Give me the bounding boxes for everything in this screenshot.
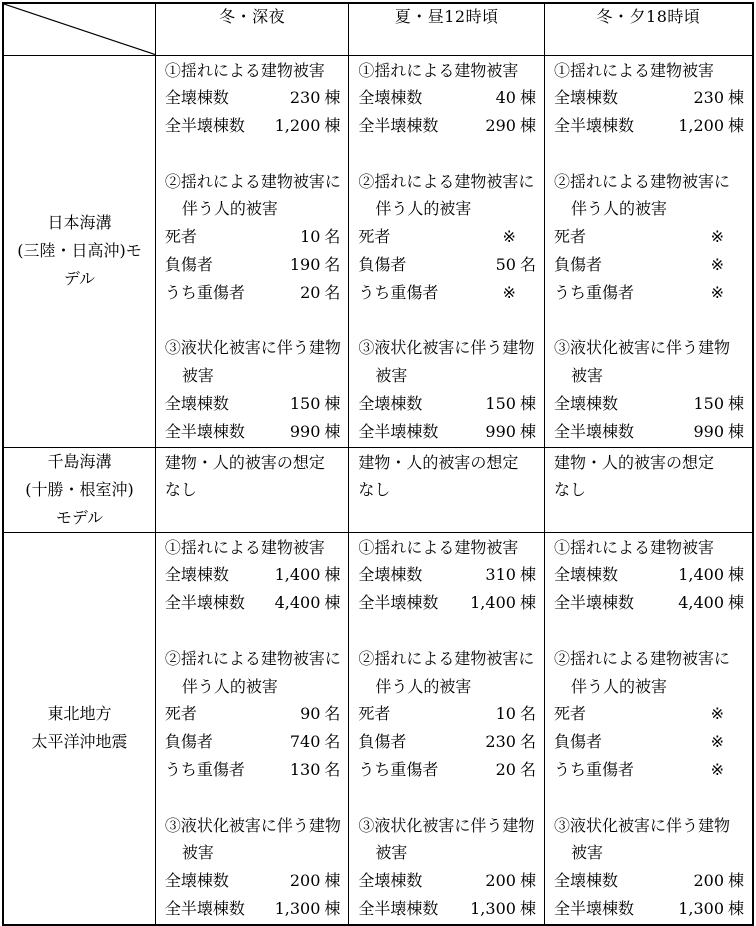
damage-unit: 棟 <box>519 421 536 441</box>
damage-label: 全壊棟数 <box>164 394 229 414</box>
damage-line <box>349 561 544 589</box>
damage-line <box>349 700 544 728</box>
damage-value: ※ <box>502 227 516 247</box>
damage-label: 死者 <box>164 227 197 247</box>
damage-value: 10 <box>300 227 321 247</box>
damage-label: うち重傷者 <box>553 760 634 780</box>
damage-unit: 棟 <box>519 116 536 136</box>
damage-line <box>156 223 349 251</box>
damage-line <box>349 839 544 867</box>
damage-value: 310 <box>485 565 516 585</box>
scenario-cell <box>349 532 545 925</box>
damage-label: 建物・人的被害の想定 <box>164 452 325 472</box>
damage-label: 被害 <box>570 843 603 863</box>
damage-line <box>349 812 544 840</box>
damage-line <box>349 168 544 196</box>
damage-label: 全壊棟数 <box>358 871 423 891</box>
damage-line <box>156 251 349 279</box>
damage-line <box>156 867 349 895</box>
model-label-line: デル <box>63 269 96 289</box>
damage-label: 全壊棟数 <box>553 88 618 108</box>
damage-line <box>156 57 349 85</box>
damage-label: ③液状化被害に伴う建物 <box>358 815 535 835</box>
damage-label: 死者 <box>358 704 391 724</box>
damage-line <box>545 195 752 223</box>
damage-unit: 棟 <box>324 116 341 136</box>
damage-label: 被害 <box>375 843 408 863</box>
blank-line <box>156 784 349 812</box>
damage-label: なし <box>553 480 586 500</box>
damage-unit: 名 <box>519 732 536 752</box>
damage-line <box>349 534 544 562</box>
damage-value: 200 <box>289 871 321 891</box>
blank-line <box>156 617 349 645</box>
damage-value: 200 <box>485 871 516 891</box>
damage-line <box>545 589 752 617</box>
damage-line <box>545 561 752 589</box>
damage-value: 990 <box>485 421 516 441</box>
damage-label: ③液状化被害に伴う建物 <box>164 338 341 358</box>
damage-unit: 名 <box>519 255 536 275</box>
blank-line <box>349 307 544 335</box>
damage-line <box>545 362 752 390</box>
table-row-model-1 <box>3 447 753 532</box>
damage-label: 負傷者 <box>358 732 407 752</box>
damage-label: ②揺れによる建物被害に <box>553 648 730 668</box>
damage-line <box>156 418 349 446</box>
table-row-model-0 <box>3 55 753 447</box>
scenario-cell <box>155 55 349 447</box>
damage-value: ※ <box>710 255 724 275</box>
damage-line <box>156 756 349 784</box>
damage-line <box>545 334 752 362</box>
damage-label: 全壊棟数 <box>553 565 618 585</box>
damage-unit: 棟 <box>728 899 745 919</box>
damage-line <box>545 728 752 756</box>
damage-label: 全半壊棟数 <box>164 899 245 919</box>
damage-line <box>156 449 349 477</box>
damage-unit: 棟 <box>728 116 745 136</box>
damage-value: 1,200 <box>274 116 321 136</box>
damage-value: 150 <box>485 394 516 414</box>
damage-label: 全半壊棟数 <box>553 899 634 919</box>
damage-label: ①揺れによる建物被害 <box>553 537 714 557</box>
damage-value: 20 <box>495 760 516 780</box>
damage-label: 負傷者 <box>553 255 602 275</box>
damage-line <box>349 476 544 504</box>
damage-line <box>545 112 752 140</box>
damage-label: 全半壊棟数 <box>358 593 439 613</box>
damage-value: 150 <box>693 394 724 414</box>
earthquake-damage-table <box>2 2 754 926</box>
damage-label: 全壊棟数 <box>164 871 229 891</box>
damage-value: 1,400 <box>678 565 724 585</box>
damage-line <box>156 84 349 112</box>
damage-line <box>156 390 349 418</box>
damage-label: 被害 <box>181 366 214 386</box>
damage-value: 190 <box>289 255 321 275</box>
damage-line <box>349 645 544 673</box>
model-label-line: (十勝・根室沖) <box>25 479 134 499</box>
scenario-cell <box>349 55 545 447</box>
damage-line <box>156 812 349 840</box>
damage-unit: 名 <box>324 282 341 302</box>
damage-unit: 棟 <box>324 88 341 108</box>
scenario-cell <box>155 447 349 532</box>
damage-unit: 名 <box>324 732 341 752</box>
damage-unit: 棟 <box>519 565 536 585</box>
damage-label: 全壊棟数 <box>164 88 229 108</box>
damage-label: ②揺れによる建物被害に <box>164 171 341 191</box>
model-label-line: (三陸・日高沖)モ <box>17 241 142 261</box>
damage-label: ①揺れによる建物被害 <box>164 60 325 80</box>
damage-line <box>545 279 752 307</box>
damage-line <box>156 362 349 390</box>
damage-label: ②揺れによる建物被害に <box>358 171 535 191</box>
damage-unit: 棟 <box>519 394 536 414</box>
blank-line <box>545 617 752 645</box>
damage-label: 死者 <box>164 704 197 724</box>
diagonal-line <box>4 4 155 55</box>
damage-label: 死者 <box>358 227 391 247</box>
damage-line <box>545 57 752 85</box>
damage-label: 建物・人的被害の想定 <box>553 452 714 472</box>
damage-unit: 棟 <box>728 565 745 585</box>
blank-line <box>545 140 752 168</box>
scenario-cell <box>544 447 753 532</box>
damage-label: ③液状化被害に伴う建物 <box>553 338 730 358</box>
damage-label: なし <box>358 480 391 500</box>
header-col-winter-evening: 冬・夕18時頃 <box>544 3 753 55</box>
damage-unit: 名 <box>324 255 341 275</box>
damage-unit: 棟 <box>519 88 536 108</box>
damage-label: 全半壊棟数 <box>553 116 634 136</box>
damage-label: なし <box>164 480 197 500</box>
damage-label: 全半壊棟数 <box>553 421 634 441</box>
damage-line <box>156 561 349 589</box>
damage-line <box>156 589 349 617</box>
damage-label: 負傷者 <box>164 255 213 275</box>
damage-label: ②揺れによる建物被害に <box>358 648 535 668</box>
model-label-line: 太平洋沖地震 <box>31 732 128 752</box>
damage-unit: 棟 <box>324 565 341 585</box>
damage-line <box>349 418 544 446</box>
damage-label: 死者 <box>553 704 586 724</box>
damage-value: 1,300 <box>274 899 321 919</box>
damage-line <box>545 223 752 251</box>
model-label-line: 東北地方 <box>47 704 112 724</box>
damage-line <box>156 168 349 196</box>
damage-value: 990 <box>693 421 724 441</box>
damage-line <box>156 839 349 867</box>
damage-value: 290 <box>485 116 516 136</box>
damage-value: 20 <box>300 282 321 302</box>
damage-line <box>349 223 544 251</box>
damage-label: 全半壊棟数 <box>164 421 245 441</box>
scenario-cell <box>349 447 545 532</box>
damage-value: 10 <box>495 704 516 724</box>
damage-value: 130 <box>289 760 321 780</box>
damage-label: ③液状化被害に伴う建物 <box>358 338 535 358</box>
damage-label: 全半壊棟数 <box>358 899 439 919</box>
header-col-winter-midnight: 冬・深夜 <box>155 3 349 55</box>
scenario-cell <box>155 532 349 925</box>
damage-label: 全壊棟数 <box>358 565 423 585</box>
damage-line <box>156 700 349 728</box>
damage-line <box>545 449 752 477</box>
damage-label: 伴う人的被害 <box>570 676 667 696</box>
damage-unit: 名 <box>519 704 536 724</box>
damage-label: うち重傷者 <box>358 760 439 780</box>
damage-line <box>156 728 349 756</box>
damage-label: 死者 <box>553 227 586 247</box>
damage-unit: 棟 <box>324 899 341 919</box>
damage-line <box>349 728 544 756</box>
damage-value: 90 <box>300 704 321 724</box>
damage-value: 1,300 <box>470 899 516 919</box>
blank-line <box>349 784 544 812</box>
damage-line <box>156 279 349 307</box>
damage-value: 4,400 <box>678 593 724 613</box>
damage-label: 全壊棟数 <box>553 394 618 414</box>
blank-line <box>156 307 349 335</box>
damage-line <box>349 195 544 223</box>
damage-line <box>156 673 349 701</box>
damage-value: 1,300 <box>678 899 724 919</box>
damage-line <box>545 673 752 701</box>
damage-value: 40 <box>495 88 516 108</box>
damage-label: 伴う人的被害 <box>375 199 472 219</box>
damage-line <box>349 895 544 923</box>
damage-label: 全壊棟数 <box>358 88 423 108</box>
damage-value: ※ <box>710 732 724 752</box>
damage-unit: 棟 <box>519 871 536 891</box>
damage-line <box>349 867 544 895</box>
damage-unit: 名 <box>324 227 341 247</box>
damage-value: ※ <box>502 282 516 302</box>
damage-line <box>349 362 544 390</box>
header-row <box>3 3 753 55</box>
damage-line <box>156 112 349 140</box>
damage-line <box>349 279 544 307</box>
damage-line <box>545 534 752 562</box>
damage-label: ③液状化被害に伴う建物 <box>553 815 730 835</box>
damage-label: 伴う人的被害 <box>570 199 667 219</box>
damage-value: 1,400 <box>274 565 321 585</box>
damage-value: 990 <box>289 421 321 441</box>
damage-line <box>545 812 752 840</box>
model-label-line: モデル <box>55 507 104 527</box>
scenario-cell <box>544 55 753 447</box>
damage-value: ※ <box>710 760 724 780</box>
damage-value: 230 <box>289 88 321 108</box>
damage-value: 150 <box>289 394 321 414</box>
damage-label: 負傷者 <box>164 732 213 752</box>
damage-line <box>349 112 544 140</box>
damage-label: 被害 <box>570 366 603 386</box>
damage-label: ③液状化被害に伴う建物 <box>164 815 341 835</box>
damage-line <box>156 476 349 504</box>
damage-label: 全半壊棟数 <box>164 116 245 136</box>
damage-unit: 名 <box>519 760 536 780</box>
damage-line <box>349 334 544 362</box>
table-row-model-2 <box>3 532 753 925</box>
damage-unit: 棟 <box>519 593 536 613</box>
damage-line <box>545 839 752 867</box>
blank-line <box>349 617 544 645</box>
damage-value: 740 <box>289 732 321 752</box>
damage-label: 建物・人的被害の想定 <box>358 452 519 472</box>
damage-label: ①揺れによる建物被害 <box>358 60 519 80</box>
damage-line <box>545 84 752 112</box>
damage-value: 230 <box>693 88 724 108</box>
damage-line <box>349 390 544 418</box>
damage-unit: 棟 <box>728 593 745 613</box>
blank-line <box>545 784 752 812</box>
damage-unit: 棟 <box>728 394 745 414</box>
damage-label: 全半壊棟数 <box>164 593 245 613</box>
damage-label: 伴う人的被害 <box>181 199 278 219</box>
damage-label: 伴う人的被害 <box>375 676 472 696</box>
damage-label: ①揺れによる建物被害 <box>553 60 714 80</box>
damage-label: 全半壊棟数 <box>358 421 439 441</box>
damage-label: ①揺れによる建物被害 <box>358 537 519 557</box>
damage-line <box>545 756 752 784</box>
damage-unit: 棟 <box>324 593 341 613</box>
damage-unit: 棟 <box>324 871 341 891</box>
damage-unit: 棟 <box>728 871 745 891</box>
damage-line <box>545 476 752 504</box>
damage-label: うち重傷者 <box>553 282 634 302</box>
damage-value: 1,200 <box>678 116 724 136</box>
damage-unit: 棟 <box>728 421 745 441</box>
damage-label: 負傷者 <box>358 255 407 275</box>
damage-value: 230 <box>485 732 516 752</box>
damage-line <box>545 700 752 728</box>
corner-cell <box>3 3 155 55</box>
damage-unit: 名 <box>324 704 341 724</box>
damage-unit: 棟 <box>519 899 536 919</box>
damage-line <box>349 84 544 112</box>
damage-label: うち重傷者 <box>358 282 439 302</box>
damage-value: ※ <box>710 282 724 302</box>
damage-line <box>156 195 349 223</box>
damage-unit: 棟 <box>324 421 341 441</box>
damage-line <box>156 645 349 673</box>
damage-line <box>156 334 349 362</box>
damage-line <box>349 589 544 617</box>
damage-line <box>349 449 544 477</box>
model-label-cell <box>3 447 155 532</box>
damage-label: うち重傷者 <box>164 760 245 780</box>
damage-unit: 棟 <box>324 394 341 414</box>
model-label-cell <box>3 55 155 447</box>
blank-line <box>349 140 544 168</box>
damage-unit: 棟 <box>728 88 745 108</box>
damage-label: 被害 <box>375 366 408 386</box>
damage-value: ※ <box>710 704 724 724</box>
blank-line <box>156 140 349 168</box>
damage-line <box>545 645 752 673</box>
damage-label: 全半壊棟数 <box>553 593 634 613</box>
damage-line <box>545 418 752 446</box>
damage-line <box>545 895 752 923</box>
blank-line <box>545 307 752 335</box>
damage-line <box>545 168 752 196</box>
model-label-line: 日本海溝 <box>47 213 112 233</box>
damage-label: 負傷者 <box>553 732 602 752</box>
damage-value: 4,400 <box>274 593 321 613</box>
damage-line <box>156 534 349 562</box>
damage-line <box>545 867 752 895</box>
damage-label: ②揺れによる建物被害に <box>553 171 730 191</box>
damage-value: 200 <box>693 871 724 891</box>
header-col-summer-noon: 夏・昼12時頃 <box>349 3 545 55</box>
damage-label: 被害 <box>181 843 214 863</box>
damage-value: 1,400 <box>470 593 516 613</box>
damage-label: 全壊棟数 <box>553 871 618 891</box>
damage-value: 50 <box>495 255 516 275</box>
damage-line <box>349 673 544 701</box>
damage-unit: 名 <box>324 760 341 780</box>
scenario-cell <box>544 532 753 925</box>
damage-label: うち重傷者 <box>164 282 245 302</box>
damage-line <box>349 57 544 85</box>
damage-line <box>349 251 544 279</box>
damage-label: 全半壊棟数 <box>358 116 439 136</box>
damage-line <box>545 251 752 279</box>
damage-value: ※ <box>710 227 724 247</box>
model-label-line: 千島海溝 <box>47 451 112 471</box>
damage-label: 全壊棟数 <box>164 565 229 585</box>
damage-line <box>156 895 349 923</box>
model-label-cell <box>3 532 155 925</box>
damage-label: ②揺れによる建物被害に <box>164 648 341 668</box>
damage-label: ①揺れによる建物被害 <box>164 537 325 557</box>
damage-label: 全壊棟数 <box>358 394 423 414</box>
damage-line <box>349 756 544 784</box>
damage-label: 伴う人的被害 <box>181 676 278 696</box>
damage-line <box>545 390 752 418</box>
